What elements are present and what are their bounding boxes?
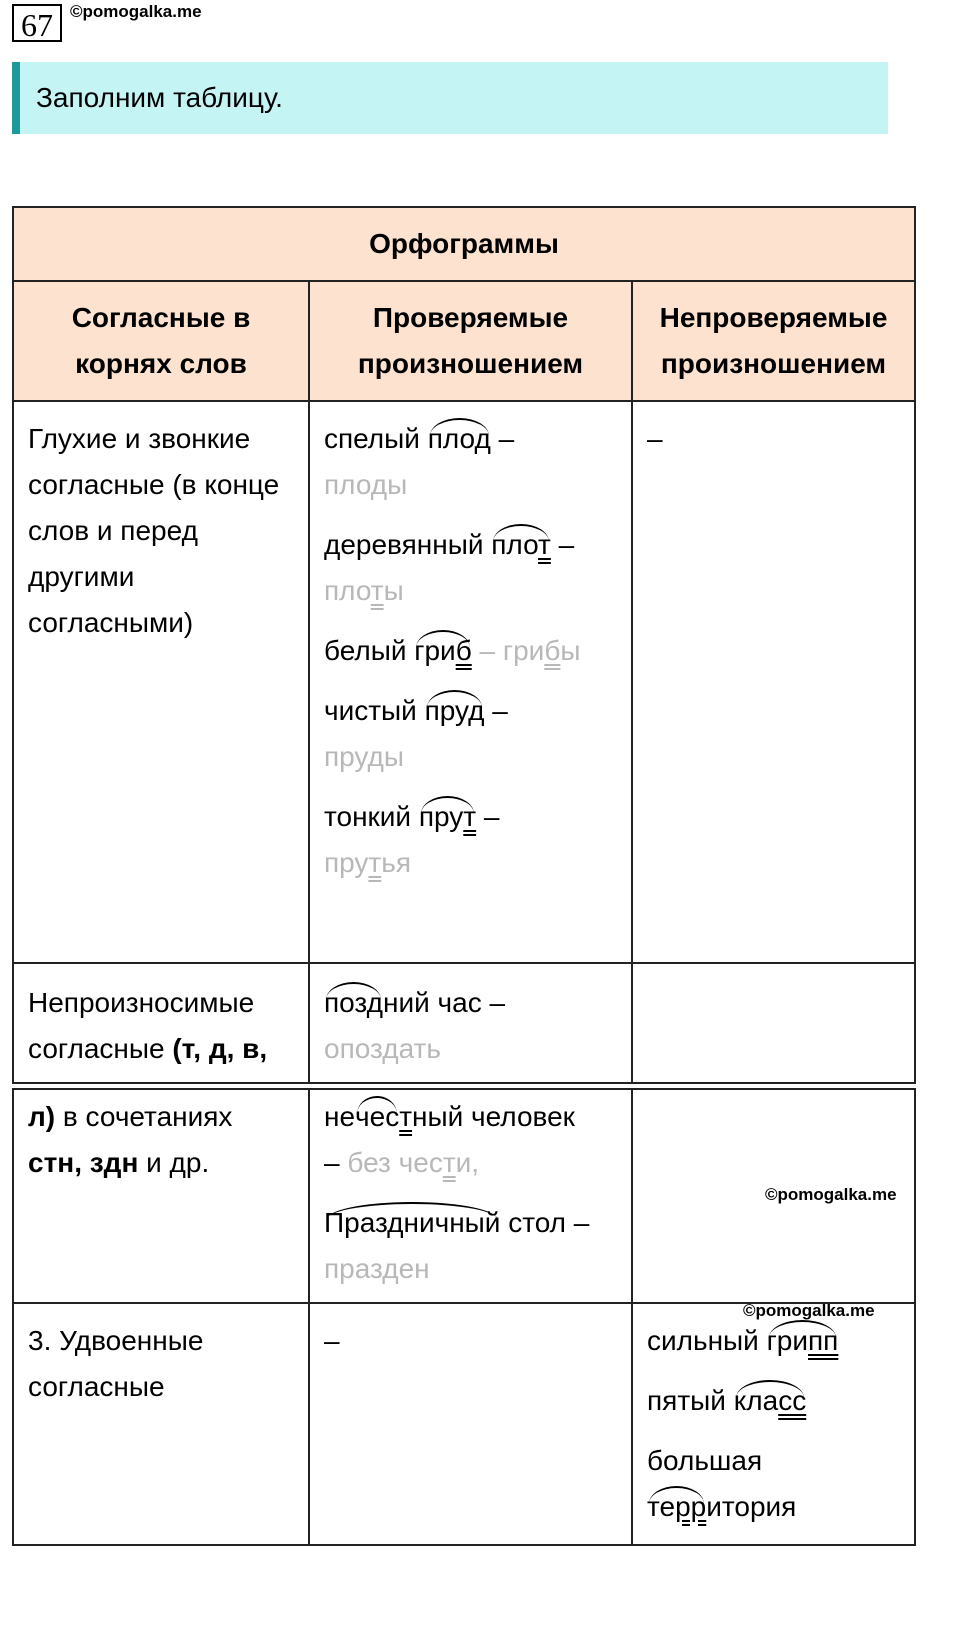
examples-cell (309, 1089, 632, 1303)
col-header-root-consonants: Согласные в корнях слов (13, 281, 309, 401)
orthogram-table-continued (12, 1088, 916, 1546)
example-item: большая территория (647, 1438, 900, 1530)
watermark: ©pomogalka.me (70, 2, 202, 21)
examples-cell (309, 401, 632, 963)
examples-cell (309, 963, 632, 1083)
example-item: поздний час – опоздать (324, 980, 617, 1072)
example-item: пятый класс (647, 1378, 900, 1424)
examples-cell (632, 1303, 915, 1545)
col-header-checked: Проверяемые произношением (309, 281, 632, 401)
row-label-voiced-voiceless: Глухие и звонкие согласные (в конце слов и перед другими согласными) (13, 401, 309, 963)
watermark: ©pomogalka.me (743, 1301, 875, 1320)
checked-cell: – (309, 1303, 632, 1545)
task-banner: Заполним таблицу. (12, 62, 888, 134)
example-item: Праздничный стол – празден (324, 1200, 617, 1292)
table-title: Орфограммы (13, 207, 915, 281)
row-label-unpronounceable: Непроизносимые согласные (т, д, в, (13, 963, 309, 1083)
example-item: чистый пруд – пруды (324, 688, 617, 780)
example-item: тонкий прут – прутья (324, 794, 617, 886)
example-item: нечестный человек – без чести, (324, 1094, 617, 1186)
watermark: ©pomogalka.me (765, 1185, 897, 1204)
orthogram-table (12, 206, 916, 1084)
example-item: белый гриб – грибы (324, 628, 617, 674)
page-number: 67 (12, 4, 62, 42)
col-header-unchecked: Непроверяемые произношением (632, 281, 915, 401)
row-label-clusters: л) в сочетаниях стн, здн и др. (13, 1089, 309, 1303)
example-item: спелый плод – плоды (324, 416, 617, 508)
unchecked-cell: – (632, 401, 915, 963)
example-item: деревянный плот – плоты (324, 522, 617, 614)
example-item: сильный грипп (647, 1318, 900, 1364)
row-label-doubled: 3. Удвоенные согласные (13, 1303, 309, 1545)
empty-cell (632, 963, 915, 1083)
empty-cell (632, 1089, 915, 1320)
